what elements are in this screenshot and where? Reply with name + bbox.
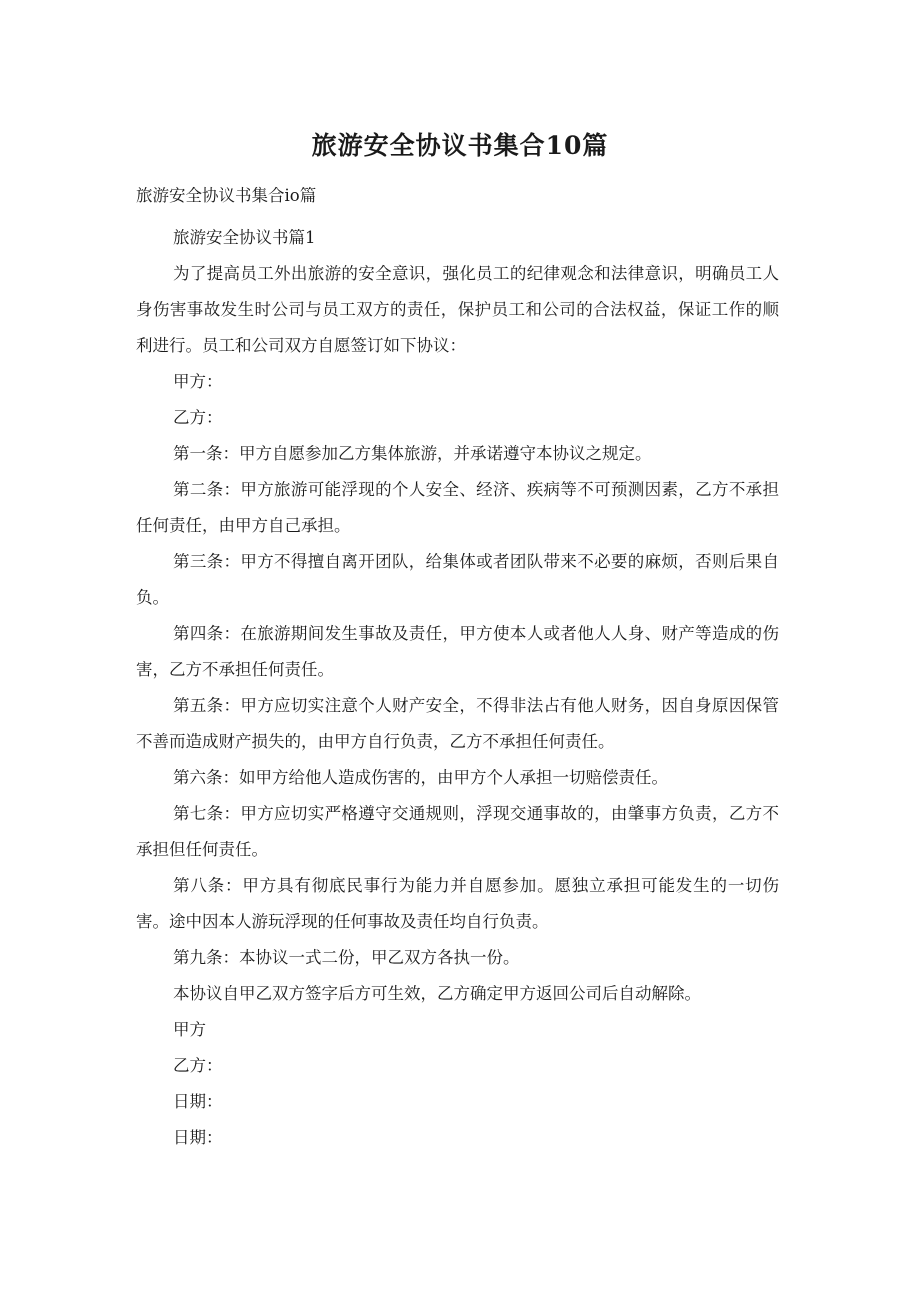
signature-party-a: 甲方 [173,1020,206,1039]
signature-party-b: 乙方： [173,1056,223,1075]
article-8: 第八条：甲方具有彻底民事行为能力并自愿参加。愿独立承担可能发生的一切伤害。途中因本人游玩浮现的任何事故及责任均自行负责。 [136,876,779,931]
article-7: 第七条：甲方应切实严格遵守交通规则，浮现交通事故的，由肇事方负责，乙方不承担但任何责任。 [136,804,779,859]
article-1: 第一条：甲方自愿参加乙方集体旅游，并承诺遵守本协议之规定。 [173,444,652,463]
article-9: 第九条：本协议一式二份，甲乙双方各执一份。 [173,948,520,967]
signature-date-a: 日期： [173,1092,223,1111]
article-3: 第三条：甲方不得擅自离开团队，给集体或者团队带来不必要的麻烦，否则后果自负。 [136,552,779,607]
section-heading: 旅游安全协议书篇1 [173,228,316,247]
signature-date-b: 日期： [173,1128,223,1147]
article-6: 第六条：如甲方给他人造成伤害的，由甲方个人承担一切赔偿责任。 [173,768,668,787]
effectiveness-clause: 本协议自甲乙双方签字后方可生效，乙方确定甲方返回公司后自动解除。 [173,984,701,1003]
document-body [136,220,779,1156]
party-a-label: 甲方： [173,372,223,391]
article-2: 第二条：甲方旅游可能浮现的个人安全、经济、疾病等不可预测因素，乙方不承担任何责任，由甲方自己承担。 [136,480,779,535]
document-subtitle: 旅游安全协议书集合io篇 [136,186,317,205]
intro-paragraph: 为了提高员工外出旅游的安全意识，强化员工的纪律观念和法律意识，明确员工人身伤害事故发生时公司与员工双方的责任，保护员工和公司的合法权益，保证工作的顺利进行。员工和公司双方自愿签订如下协议： [136,264,779,355]
article-5: 第五条：甲方应切实注意个人财产安全，不得非法占有他人财务，因自身原因保管不善而造成财产损失的，由甲方自行负责，乙方不承担任何责任。 [136,696,779,751]
article-4: 第四条：在旅游期间发生事故及责任，甲方使本人或者他人人身、财产等造成的伤害，乙方不承担任何责任。 [136,624,779,679]
document-title: 旅游安全协议书集合10篇 [311,131,609,160]
party-b-label: 乙方： [173,408,223,427]
